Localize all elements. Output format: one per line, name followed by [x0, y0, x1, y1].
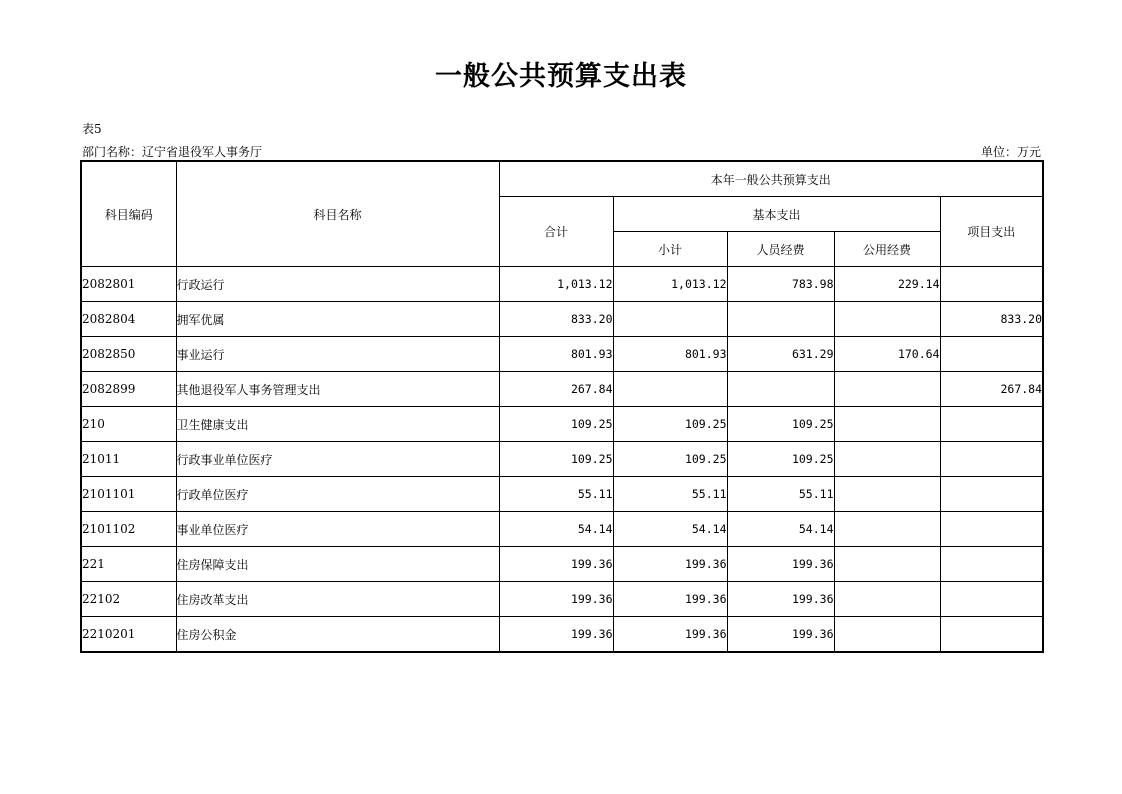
header-group: 本年一般公共预算支出 — [499, 161, 1043, 197]
cell-personnel: 199.36 — [727, 547, 834, 582]
page-title: 一般公共预算支出表 — [435, 61, 687, 92]
cell-public — [834, 582, 940, 617]
cell-code: 2082850 — [81, 337, 176, 372]
cell-public — [834, 477, 940, 512]
cell-project — [940, 582, 1043, 617]
cell-project: 267.84 — [940, 372, 1043, 407]
cell-total: 199.36 — [499, 547, 613, 582]
cell-subtotal: 109.25 — [613, 442, 727, 477]
cell-total: 54.14 — [499, 512, 613, 547]
cell-name: 其他退役军人事务管理支出 — [176, 372, 499, 407]
table-row — [81, 477, 1043, 512]
cell-name: 事业单位医疗 — [176, 512, 499, 547]
cell-personnel: 199.36 — [727, 582, 834, 617]
cell-project — [940, 477, 1043, 512]
cell-public — [834, 617, 940, 653]
header-name: 科目名称 — [176, 161, 499, 267]
table-row — [81, 267, 1043, 302]
cell-total: 109.25 — [499, 407, 613, 442]
cell-code: 2210201 — [81, 617, 176, 653]
cell-name: 卫生健康支出 — [176, 407, 499, 442]
cell-name: 行政单位医疗 — [176, 477, 499, 512]
cell-personnel: 199.36 — [727, 617, 834, 653]
cell-name: 拥军优属 — [176, 302, 499, 337]
table-number: 表5 — [82, 122, 102, 136]
cell-public — [834, 302, 940, 337]
table-row — [81, 617, 1043, 653]
table-row — [81, 442, 1043, 477]
cell-total: 109.25 — [499, 442, 613, 477]
cell-project — [940, 407, 1043, 442]
table-row — [81, 302, 1043, 337]
cell-project — [940, 512, 1043, 547]
cell-public: 170.64 — [834, 337, 940, 372]
cell-subtotal: 199.36 — [613, 617, 727, 653]
cell-personnel: 55.11 — [727, 477, 834, 512]
cell-personnel: 783.98 — [727, 267, 834, 302]
cell-personnel — [727, 302, 834, 337]
cell-public: 229.14 — [834, 267, 940, 302]
cell-project — [940, 547, 1043, 582]
cell-project — [940, 337, 1043, 372]
cell-name: 行政运行 — [176, 267, 499, 302]
cell-public — [834, 372, 940, 407]
cell-total: 199.36 — [499, 617, 613, 653]
cell-code: 210 — [81, 407, 176, 442]
cell-name: 行政事业单位医疗 — [176, 442, 499, 477]
cell-code: 2082899 — [81, 372, 176, 407]
cell-total: 55.11 — [499, 477, 613, 512]
cell-personnel: 54.14 — [727, 512, 834, 547]
cell-code: 2101102 — [81, 512, 176, 547]
cell-public — [834, 547, 940, 582]
cell-code: 21011 — [81, 442, 176, 477]
cell-total: 1,013.12 — [499, 267, 613, 302]
cell-total: 199.36 — [499, 582, 613, 617]
table-row — [81, 582, 1043, 617]
cell-subtotal: 109.25 — [613, 407, 727, 442]
header-total: 合计 — [499, 197, 613, 267]
cell-subtotal: 1,013.12 — [613, 267, 727, 302]
cell-public — [834, 442, 940, 477]
cell-code: 2101101 — [81, 477, 176, 512]
cell-subtotal: 199.36 — [613, 582, 727, 617]
header-row-1 — [81, 161, 1043, 197]
cell-code: 2082804 — [81, 302, 176, 337]
cell-public — [834, 512, 940, 547]
cell-subtotal: 801.93 — [613, 337, 727, 372]
cell-total: 833.20 — [499, 302, 613, 337]
cell-public — [834, 407, 940, 442]
table-row — [81, 547, 1043, 582]
table-row — [81, 337, 1043, 372]
cell-total: 801.93 — [499, 337, 613, 372]
cell-subtotal: 54.14 — [613, 512, 727, 547]
header-project: 项目支出 — [940, 197, 1043, 267]
cell-subtotal: 199.36 — [613, 547, 727, 582]
cell-project — [940, 442, 1043, 477]
cell-personnel: 109.25 — [727, 407, 834, 442]
cell-project: 833.20 — [940, 302, 1043, 337]
cell-name: 住房保障支出 — [176, 547, 499, 582]
cell-name: 住房改革支出 — [176, 582, 499, 617]
table-row — [81, 512, 1043, 547]
cell-personnel — [727, 372, 834, 407]
budget-expenditure-table — [80, 160, 1044, 653]
header-subtotal: 小计 — [613, 232, 727, 267]
table-row — [81, 372, 1043, 407]
cell-code: 221 — [81, 547, 176, 582]
department-name: 部门名称：辽宁省退役军人事务厅 — [82, 145, 263, 159]
cell-subtotal: 55.11 — [613, 477, 727, 512]
cell-subtotal — [613, 302, 727, 337]
unit-label: 单位：万元 — [980, 145, 1041, 159]
cell-code: 22102 — [81, 582, 176, 617]
cell-name: 事业运行 — [176, 337, 499, 372]
header-basic: 基本支出 — [613, 197, 940, 232]
header-code: 科目编码 — [81, 161, 176, 267]
cell-personnel: 631.29 — [727, 337, 834, 372]
cell-project — [940, 617, 1043, 653]
header-personnel: 人员经费 — [727, 232, 834, 267]
cell-personnel: 109.25 — [727, 442, 834, 477]
header-public: 公用经费 — [834, 232, 940, 267]
table-row — [81, 407, 1043, 442]
cell-project — [940, 267, 1043, 302]
cell-subtotal — [613, 372, 727, 407]
cell-code: 2082801 — [81, 267, 176, 302]
cell-name: 住房公积金 — [176, 617, 499, 653]
cell-total: 267.84 — [499, 372, 613, 407]
